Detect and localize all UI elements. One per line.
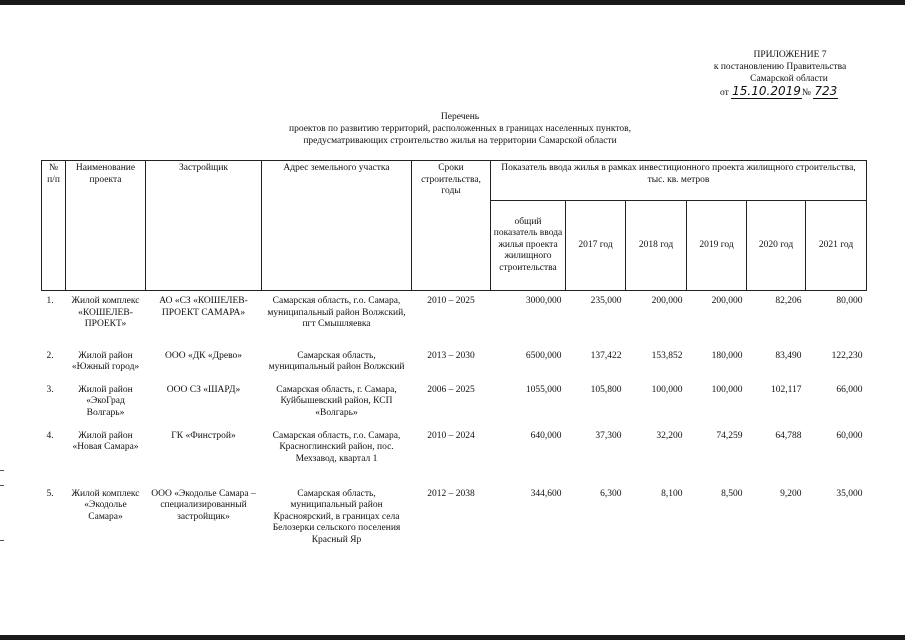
title-line-2: проектов по развитию территорий, расположенных в границах населенных пунктов, [289, 124, 631, 134]
row-2020: 9,200 [780, 488, 802, 499]
row-2021: 60,000 [836, 430, 863, 441]
date-prefix: от [720, 88, 729, 98]
table-row [42, 383, 867, 429]
scan-margin-mark [0, 485, 4, 486]
appendix-region: Самарской области [750, 74, 828, 84]
appendix-date-line [680, 85, 880, 99]
header-developer: Застройщик [146, 161, 262, 291]
row-2020: 102,117 [770, 384, 802, 395]
appendix-header [680, 49, 880, 99]
row-2018: 200,000 [651, 296, 683, 306]
row-total: 640,000 [530, 430, 562, 441]
bottom-scan-border [0, 635, 905, 640]
row-2021: 66,000 [836, 384, 863, 395]
document-title [250, 111, 670, 147]
row-2018: 153,852 [651, 350, 683, 361]
row-period: 2012 – 2038 [427, 488, 475, 499]
row-address: Самарская область, муниципальный район Красноярский, в границах села Белозерки сельского поселения Красный Яр [272, 488, 401, 545]
row-2017: 105,800 [590, 384, 622, 395]
header-2021: 2021 год [806, 201, 867, 291]
row-2021: 80,000 [836, 296, 863, 306]
projects-table [41, 160, 867, 567]
row-2021: 122,230 [831, 350, 863, 361]
row-period: 2013 – 2030 [427, 350, 475, 361]
row-name: Жилой район «Южный город» [71, 350, 140, 372]
row-2017: 37,300 [595, 430, 622, 441]
row-developer: ГК «Финстрой» [171, 430, 236, 441]
row-2019: 74,259 [716, 430, 743, 441]
row-address: Самарская область, муниципальный район Волжский [268, 350, 405, 372]
row-2019: 200,000 [711, 296, 743, 306]
row-period: 2006 – 2025 [427, 384, 475, 395]
number-sign: № [801, 88, 811, 98]
row-2017: 235,000 [590, 296, 622, 306]
row-name: Жилой комплекс «КОШЕЛЕВ-ПРОЕКТ» [71, 296, 140, 329]
header-num: № п/п [42, 161, 66, 291]
header-total: общий показатель ввода жилья проекта жилищного строительства [491, 201, 566, 291]
table-row [42, 487, 867, 567]
header-2019: 2019 год [687, 201, 747, 291]
header-name: Наименование проекта [66, 161, 146, 291]
row-total: 344,600 [530, 488, 562, 499]
row-2017: 137,422 [590, 350, 622, 361]
title-line-1: Перечень [440, 112, 480, 122]
row-2019: 100,000 [711, 384, 743, 395]
row-num: 4. [46, 430, 54, 441]
row-name: Жилой район «Новая Самара» [72, 430, 139, 452]
row-name: Жилой район «ЭкоГрад Волгарь» [78, 384, 133, 418]
header-period: Сроки строительства, годы [412, 161, 491, 291]
row-2018: 32,200 [656, 430, 683, 441]
table-row [42, 429, 867, 487]
row-2019: 180,000 [711, 350, 743, 361]
row-developer: ООО «Экодолье Самара – специализированный застройщик» [151, 488, 256, 522]
row-developer: ООО СЗ «ШАРД» [166, 384, 241, 395]
appendix-title: ПРИЛОЖЕНИЕ 7 [753, 50, 827, 60]
row-2018: 8,100 [661, 488, 683, 499]
row-address: Самарская область, г. Самара, Куйбышевский район, КСП «Волгарь» [276, 384, 397, 418]
row-2019: 8,500 [721, 488, 743, 499]
row-developer: АО «СЗ «КОШЕЛЕВ-ПРОЕКТ САМАРА» [159, 296, 248, 318]
row-2021: 35,000 [836, 488, 863, 499]
row-name: Жилой комплекс «Экодолье Самара» [71, 488, 140, 522]
row-2020: 83,490 [775, 350, 802, 361]
row-2017: 6,300 [600, 488, 622, 499]
row-total: 6500,000 [525, 350, 562, 361]
row-developer: ООО «ДК «Древо» [164, 350, 243, 361]
row-address: Самарская область, г.о. Самара, Красноглинский район, пос. Мехзавод, квартал 1 [272, 430, 401, 464]
row-2020: 64,788 [775, 430, 802, 441]
row-num: 2. [46, 350, 54, 361]
handwritten-number: 723 [814, 84, 838, 98]
row-2020: 82,206 [775, 296, 802, 306]
row-num: 5. [46, 488, 54, 499]
appendix-resolution: к постановлению Правительства [713, 62, 847, 72]
row-num: 1. [46, 296, 54, 306]
header-indicator: Показатель ввода жилья в рамках инвестиционного проекта жилищного строительства, тыс. кв. метров [491, 161, 867, 201]
title-line-3: предусматривающих строительство жилья на территории Самарской области [303, 136, 617, 146]
table-row [42, 291, 867, 349]
header-2017: 2017 год [566, 201, 626, 291]
row-period: 2010 – 2025 [427, 296, 475, 306]
row-num: 3. [46, 384, 54, 395]
handwritten-date: 15.10.2019 [732, 84, 801, 98]
header-2020: 2020 год [747, 201, 806, 291]
row-2018: 100,000 [651, 384, 683, 395]
table-row [42, 349, 867, 383]
row-address: Самарская область, г.о. Самара, муниципальный район Волжский, пгт Смышляевка [267, 296, 406, 329]
scan-margin-mark [0, 540, 4, 541]
scan-margin-mark [0, 470, 4, 471]
row-period: 2010 – 2024 [427, 430, 475, 441]
row-total: 1055,000 [525, 384, 562, 395]
top-scan-border [0, 0, 905, 5]
header-2018: 2018 год [626, 201, 687, 291]
row-total: 3000,000 [525, 296, 562, 306]
header-address: Адрес земельного участка [262, 161, 412, 291]
